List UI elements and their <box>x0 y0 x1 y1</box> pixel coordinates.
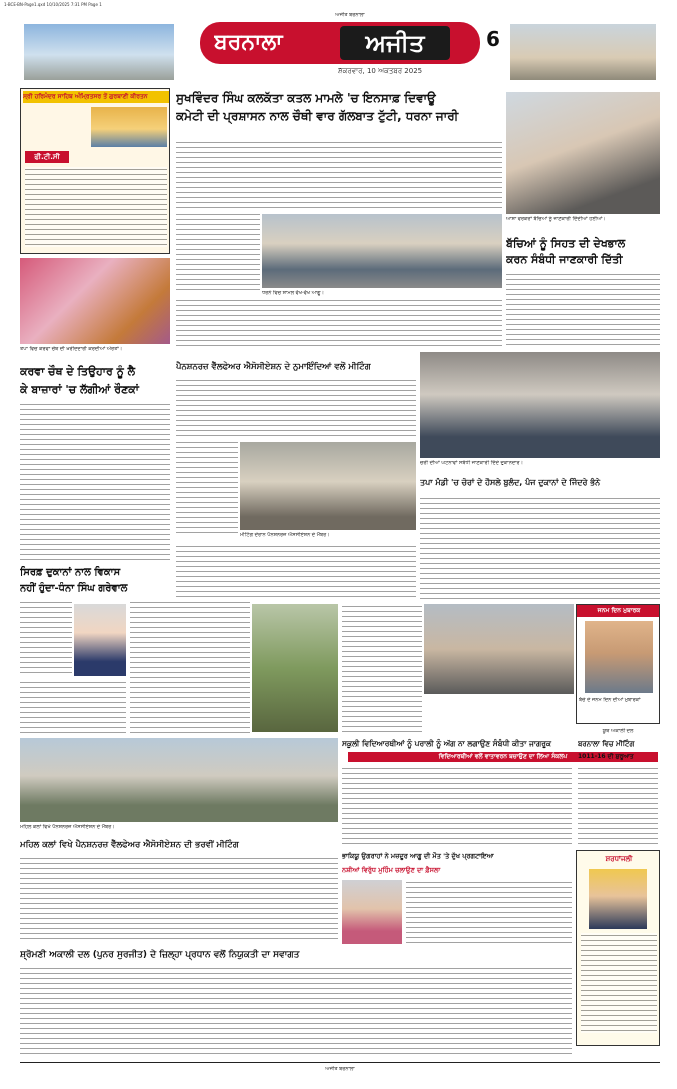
story8-banner: ਵਿਦਿਆਰਥੀਆਂ ਵਲੋਂ ਵਾਤਾਵਰਨ ਬਚਾਉਣ ਦਾ ਲਿਆ ਸੰਕਲਪ <box>348 752 658 762</box>
story8-photo <box>424 604 574 694</box>
story5-photo <box>420 352 660 458</box>
story10-headline-1: ਭਾਕਿਯੂ ਉਗਰਾਹਾਂ ਨੇ ਮਜ਼ਦੂਰ ਆਗੂ ਦੀ ਮੌਤ 'ਤੇ ਦੁੱਖ ਪ੍ਰਗਟਾਇਆ <box>342 852 494 860</box>
story6-portrait <box>74 604 126 676</box>
footer-rule <box>20 1062 660 1063</box>
story8-body <box>342 766 572 846</box>
story3-photo <box>20 258 170 344</box>
masthead-left-photo <box>24 24 174 80</box>
story1-headline-2: ਕਮੇਟੀ ਦੀ ਪ੍ਰਸ਼ਾਸਨ ਨਾਲ ਚੌਥੀ ਵਾਰ ਗੱਲਬਾਤ ਟੁੱਟੀ, ਧਰਨਾ ਜਾਰੀ <box>176 109 459 123</box>
story10-portrait <box>342 880 402 944</box>
news-body <box>578 766 658 846</box>
story7-caption: ਮਹਿਲ ਕਲਾਂ ਵਿਖੇ ਪੈਨਸ਼ਨਰਜ਼ ਐਸੋਸੀਏਸ਼ਨ ਦੇ ਮੈਂਬਰ। <box>20 824 115 830</box>
ad-gurbani <box>20 88 170 254</box>
masthead-banner <box>200 22 480 64</box>
story2-headline-2: ਕਰਨ ਸੰਬੰਧੀ ਜਾਣਕਾਰੀ ਦਿੱਤੀ <box>506 253 623 266</box>
masthead-sub: ਅਜੀਤ ਬਰਨਾਲਾ <box>335 12 365 18</box>
story2-headline-1: ਬੱਚਿਆਂ ਨੂੰ ਸਿਹਤ ਦੀ ਦੇਖਭਾਲ <box>506 237 626 250</box>
story2-photo <box>506 92 660 214</box>
story4-body-left <box>176 440 238 534</box>
page-number: 6 <box>486 27 500 51</box>
story6-headline-2: ਨਹੀਂ ਹੁੰਦਾ-ਧੰਨਾ ਸਿੰਘ ਗਰੇਵਾਲ <box>20 583 128 594</box>
story1-photo <box>262 214 502 288</box>
ad-gurbani-title: ਸ੍ਰੀ ਹਰਿਮੰਦਰ ਸਾਹਿਬ ਅੰਮ੍ਰਿਤਸਰ ਤੋਂ ਗੁਰਬਾਣੀ ਕੀਰਤਨ <box>23 91 169 103</box>
story4-body-top <box>176 378 416 438</box>
slug-line: 1-BCE-BN-Page1.qxd 10/10/2025 7:31 PM Page 1 <box>4 2 102 7</box>
masthead-date: ਸ਼ੁੱਕਰਵਾਰ, 10 ਅਕਤੂਬਰ 2025 <box>338 68 423 74</box>
story3-body <box>20 402 170 562</box>
story2-body <box>506 272 660 348</box>
ad-golden-temple-image <box>91 107 167 147</box>
story3-headline-2: ਕੇ ਬਾਜ਼ਾਰਾਂ 'ਚ ਲੱਗੀਆਂ ਰੌਣਕਾਂ <box>20 383 139 396</box>
news-label: ਯੂਥ ਅਕਾਲੀ ਦਲ <box>602 728 634 734</box>
story7-headline: ਮਹਿਲ ਕਲਾਂ ਵਿਖੇ ਪੈਨਸ਼ਨਰਜ਼ ਵੈੱਲਫੇਅਰ ਐਸੋਸੀਏਸ਼ਨ ਦੀ ਭਰਵੀਂ ਮੀਟਿੰਗ <box>20 840 239 850</box>
story4-photo <box>240 442 416 530</box>
story1-caption: ਧਰਨੇ ਵਿਚ ਸ਼ਾਮਲ ਵੱਖ-ਵੱਖ ਆਗੂ। <box>262 290 324 296</box>
birthday-caption: ਬੱਚੇ ਦੇ ਜਨਮ ਦਿਨ ਦੀਆਂ ਮੁਬਾਰਕਾਂ <box>579 697 641 703</box>
story5-headline: ਤਪਾ ਮੰਡੀ 'ਚ ਚੋਰਾਂ ਦੇ ਹੌਸਲੇ ਬੁਲੰਦ, ਪੰਜ ਦੁਕਾਨਾਂ ਦੇ ਜਿੰਦਰੇ ਭੰਨੇ <box>420 478 601 487</box>
story7-body <box>20 856 338 940</box>
birthday-photo <box>585 621 653 693</box>
story4-body-bottom <box>176 544 416 600</box>
story6-headline-1: ਸਿਰਫ਼ ਦੁਕਾਨਾਂ ਨਾਲ ਵਿਕਾਸ <box>20 567 121 578</box>
ad-tribute-title: ਸ਼ਰਧਾਂਜਲੀ <box>605 855 633 863</box>
ad-tribute <box>576 850 660 1046</box>
story2-caption: ਆਸ਼ਾ ਵਰਕਰਾਂ ਬੱਚਿਆਂ ਨੂੰ ਜਾਣਕਾਰੀ ਦਿੰਦੀਆਂ ਹੋਈਆਂ। <box>506 216 606 222</box>
story1-body-bottom <box>176 298 502 350</box>
story5-body <box>420 496 660 600</box>
story10-headline-2: ਨਸ਼ੀਆਂ ਵਿਰੁੱਧ ਮੁਹਿੰਮ ਚਲਾਉਣ ਦਾ ਫ਼ੈਸਲਾ <box>342 866 441 874</box>
ad-gurbani-label: ਫੀ.ਟੀ.ਸੀ <box>25 151 69 163</box>
birthday-box <box>576 604 660 724</box>
footer-text: ਅਜੀਤ ਬਰਨਾਲਾ <box>325 1066 355 1072</box>
masthead-right-photo <box>510 24 656 80</box>
birthday-title: ਜਨਮ ਦਿਨ ਮੁਬਾਰਕ <box>577 605 660 617</box>
story4-headline: ਪੈਨਸ਼ਨਰਜ਼ ਵੈੱਲਫੇਅਰ ਐਸੋਸੀਏਸ਼ਨ ਦੇ ਨੁਮਾਇੰਦਿਆਂ ਵਲੋਂ ਮੀਟਿੰਗ <box>176 362 371 372</box>
ad-tribute-text <box>581 933 657 1033</box>
story1-headline-1: ਸੁਖਵਿੰਦਰ ਸਿੰਘ ਕਲਕੱਤਾ ਕਤਲ ਮਾਮਲੇ 'ਚ ਇਨਸਾਫ਼ ਦਿਵਾਊ <box>176 91 436 105</box>
story9-headline: ਸ਼੍ਰੋਮਣੀ ਅਕਾਲੀ ਦਲ (ਪੁਨਰ ਸੁਰਜੀਤ) ਦੇ ਜ਼ਿਲ੍ਹਾ ਪ੍ਰਧਾਨ ਵਲੋਂ ਨਿਯੁਕਤੀ ਦਾ ਸਵਾਗਤ <box>20 950 300 960</box>
story3-caption: ਤਪਾ ਵਿਚ ਕਰਵਾ ਚੌਥ ਦੀ ਖ਼ਰੀਦਦਾਰੀ ਕਰਦੀਆਂ ਔਰਤਾਂ। <box>20 346 123 352</box>
story8-headline: ਸਕੂਲੀ ਵਿਦਿਆਰਥੀਆਂ ਨੂੰ ਪਰਾਲੀ ਨੂੰ ਅੱਗ ਨਾ ਲਗਾਉਣ ਸੰਬੰਧੀ ਕੀਤਾ ਜਾਗਰੂਕ <box>342 739 551 748</box>
story3-headline-1: ਕਰਵਾ ਚੌਥ ਦੇ ਤਿਉਹਾਰ ਨੂੰ ਲੈ <box>20 365 136 378</box>
story5-caption: ਚੋਰੀ ਦੀਆਂ ਘਟਨਾਵਾਂ ਸਬੰਧੀ ਜਾਣਕਾਰੀ ਦਿੰਦੇ ਦੁਕਾਨਦਾਰ। <box>420 460 524 466</box>
story4-caption: ਮੀਟਿੰਗ ਦੌਰਾਨ ਪੈਨਸ਼ਨਰਜ਼ ਐਸੋਸੀਏਸ਼ਨ ਦੇ ਮੈਂਬਰ। <box>240 532 330 538</box>
ad-tribute-photo <box>589 869 647 929</box>
story1-body-left <box>176 212 260 290</box>
ad-gurbani-text <box>25 167 167 247</box>
story6-body-bottom <box>20 680 126 734</box>
story6-body-right <box>130 600 250 734</box>
masthead <box>20 8 657 86</box>
news-headline: ਬਰਨਾਲਾ ਵਿਚ ਮੀਟਿੰਗ <box>578 740 635 748</box>
story7-photo <box>20 738 338 822</box>
news-subheadline: 1011-16 ਦੀ ਸ਼ੁਰੂਆਤ <box>578 753 634 760</box>
story9-body <box>20 966 572 1058</box>
masthead-city: ਬਰਨਾਲਾ <box>214 30 283 55</box>
story10-body <box>406 880 572 944</box>
story1-body-top <box>176 140 502 210</box>
story-mid-body <box>342 604 422 732</box>
masthead-brand: ਅਜੀਤ <box>340 26 450 60</box>
story6-body-left <box>20 600 72 676</box>
story6-photo <box>252 604 338 732</box>
